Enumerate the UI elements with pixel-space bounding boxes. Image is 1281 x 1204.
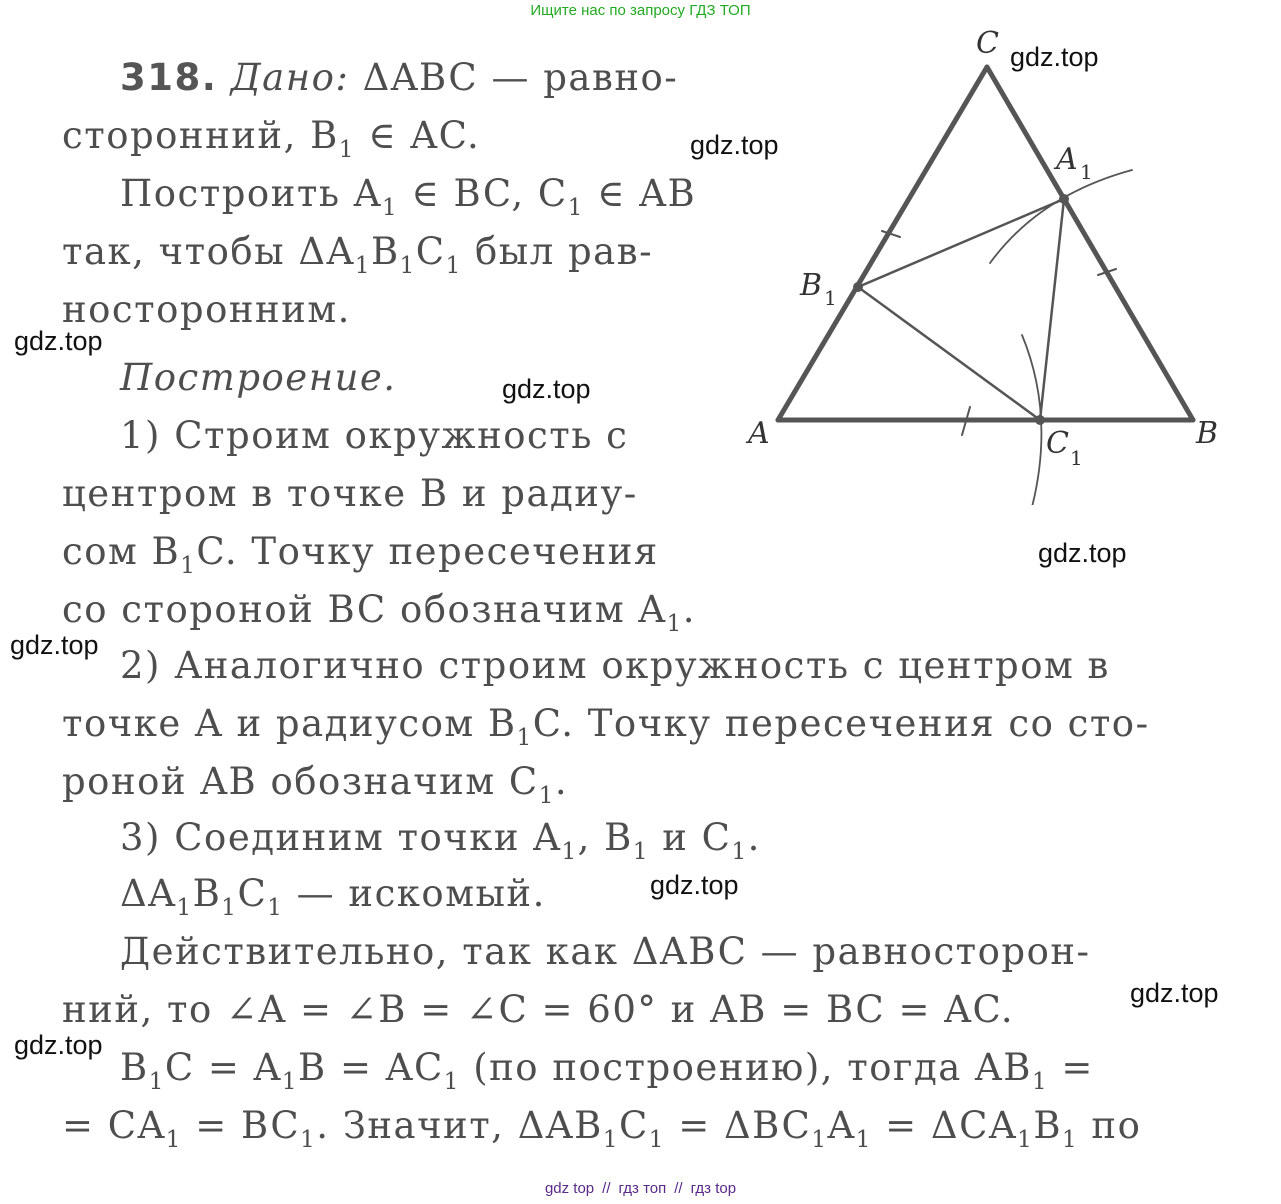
text-fragment: = BC: [181, 1104, 301, 1147]
text-fragment: , B: [577, 816, 633, 859]
footer-separator: //: [602, 1180, 611, 1197]
label-b: B: [1196, 416, 1219, 451]
label-c1: C: [1046, 426, 1069, 461]
text-fragment: A: [827, 1104, 856, 1147]
text-fragment: 1) Строим окружность с: [120, 414, 629, 457]
subscript: 1: [731, 839, 748, 865]
text-fragment: = ΔCA: [871, 1104, 1018, 1147]
segment-a1c1: [1040, 199, 1064, 420]
text-fragment: B = AC: [298, 1046, 444, 1089]
text-fragment: . Значит, ΔAB: [316, 1104, 603, 1147]
label-a1: A: [1056, 142, 1078, 177]
text-line: [62, 1104, 1142, 1153]
text-fragment: ΔABC — равно-: [362, 56, 679, 99]
footer-separator: //: [674, 1180, 683, 1197]
segment-a1b1: [858, 199, 1064, 287]
subscript: 1: [1062, 1127, 1079, 1153]
watermark: gdz.top: [1130, 978, 1219, 1008]
text-fragment: .: [682, 588, 697, 631]
footer-link[interactable]: gdz top: [544, 1180, 595, 1197]
text-line: [120, 644, 1110, 687]
text-fragment: .: [554, 760, 569, 803]
subscript: 1: [855, 1127, 872, 1153]
text-fragment: Построить A: [120, 172, 382, 215]
watermark: gdz.top: [14, 326, 103, 356]
text-fragment: = CA: [62, 1104, 166, 1147]
text-fragment: по: [1078, 1104, 1142, 1147]
problem-number: 318.: [120, 56, 218, 99]
subscript: 1: [648, 1127, 665, 1153]
text-fragment: B: [120, 1046, 149, 1089]
watermark: gdz.top: [10, 630, 99, 660]
subscript: 1: [176, 895, 193, 921]
text-line: [62, 230, 654, 279]
text-line: [62, 588, 697, 637]
text-fragment: был рав-: [461, 230, 654, 273]
subscript: 1: [1031, 1069, 1049, 1095]
subscript: 1: [381, 195, 399, 221]
subscript: 1: [538, 783, 555, 809]
text-line: [120, 356, 397, 399]
subscript: 1: [443, 1069, 460, 1095]
text-fragment: =: [1048, 1046, 1094, 1089]
text-fragment: точке A и радиусом B: [62, 702, 517, 745]
text-fragment: сторонний, B: [62, 114, 339, 157]
subscript: 1: [602, 1127, 619, 1153]
watermark: gdz.top: [14, 1030, 103, 1060]
side-ac: [778, 67, 987, 420]
watermark: gdz.top: [502, 374, 591, 404]
text-line: [120, 872, 546, 921]
label-c: C: [976, 26, 999, 61]
text-fragment: ∈ AC.: [354, 114, 481, 157]
text-fragment: C. Точку пересечения со сто-: [532, 702, 1150, 745]
text-fragment: 2) Аналогично строим окружность с центром в: [120, 644, 1110, 687]
watermark: gdz.top: [1010, 42, 1099, 72]
subscript: 1: [811, 1127, 828, 1153]
footer-link[interactable]: гдз top: [690, 1180, 737, 1197]
subscript: 1: [516, 725, 533, 751]
text-fragment: B: [370, 230, 400, 273]
text-line: [62, 288, 351, 331]
watermark: gdz.top: [650, 870, 739, 900]
text-line: [62, 530, 659, 579]
text-line: [62, 702, 1150, 751]
subscript: 1: [354, 253, 371, 279]
text-line: [62, 114, 481, 163]
text-fragment: C. Точку пересечения: [196, 530, 659, 573]
label-a1-sub: 1: [1080, 160, 1093, 184]
point-c1: [1035, 415, 1045, 425]
text-fragment: сом B: [62, 530, 181, 573]
subscript: 1: [666, 611, 683, 637]
label-b1-sub: 1: [824, 286, 837, 310]
subscript: 1: [561, 839, 578, 865]
text-fragment: так, чтобы ΔA: [62, 230, 355, 273]
text-fragment: центром в точке B и радиу-: [62, 472, 638, 515]
text-fragment: B: [192, 872, 222, 915]
subscript: 1: [180, 553, 197, 579]
subscript: 1: [445, 253, 462, 279]
subscript: 1: [221, 895, 238, 921]
subscript: 1: [300, 1127, 317, 1153]
text-fragment: B: [1033, 1104, 1063, 1147]
subscript: 1: [1017, 1127, 1034, 1153]
point-a1: [1059, 194, 1069, 204]
watermark: gdz.top: [1038, 538, 1127, 568]
point-b1: [853, 282, 863, 292]
text-fragment: ∈ BC, C: [398, 172, 568, 215]
text-line: [120, 930, 1091, 973]
text-fragment: = ΔBC: [664, 1104, 812, 1147]
text-fragment: — искомый.: [283, 872, 546, 915]
subscript: 1: [165, 1127, 182, 1153]
text-fragment: ∈ AB: [583, 172, 697, 215]
watermark: gdz.top: [690, 130, 779, 160]
text-fragment: (по построению), тогда AB: [459, 1046, 1032, 1089]
text-line: [120, 414, 628, 457]
subscript: 1: [148, 1069, 165, 1095]
label-a: A: [748, 416, 770, 451]
text-line: [120, 816, 761, 865]
triangle-figure: [740, 25, 1240, 505]
subscript: 1: [281, 1069, 299, 1095]
subscript: 1: [338, 137, 355, 163]
text-line: [120, 56, 678, 99]
text-fragment: ΔA: [120, 872, 177, 915]
text-line: [62, 472, 638, 515]
label-b1: B: [800, 268, 823, 303]
text-fragment: роной AB обозначим C: [62, 760, 539, 803]
subscript: 1: [632, 839, 649, 865]
top-banner[interactable]: Ищите нас по запросу ГДЗ ТОП: [530, 2, 751, 19]
text-fragment: 3) Соединим точки A: [120, 816, 562, 859]
footer-link[interactable]: гдз топ: [618, 1180, 667, 1197]
text-fragment: со стороной BC обозначим A: [62, 588, 667, 631]
given-label: Дано:: [230, 56, 350, 99]
text-fragment: Действительно, так как ΔABC — равносторон-: [120, 930, 1091, 973]
side-bc: [987, 67, 1193, 420]
text-fragment: C: [415, 230, 446, 273]
text-fragment: C: [618, 1104, 649, 1147]
text-line: [62, 988, 1014, 1031]
subscript: 1: [399, 253, 416, 279]
subscript: 1: [267, 895, 284, 921]
label-c1-sub: 1: [1070, 446, 1083, 470]
text-fragment: ний, то ∠A = ∠B = ∠C = 60° и AB = BC = AC.: [62, 988, 1015, 1031]
text-line: [120, 1046, 1094, 1095]
text-line: [120, 172, 697, 221]
text-fragment: .: [747, 816, 761, 859]
section-heading: Построение.: [120, 356, 397, 399]
text-fragment: и C: [649, 816, 732, 859]
text-fragment: носторонним.: [62, 288, 351, 331]
text-fragment: C: [237, 872, 268, 915]
segment-b1c1: [858, 287, 1040, 420]
text-line: [62, 760, 569, 809]
subscript: 1: [567, 195, 584, 221]
text-fragment: C = A: [164, 1046, 282, 1089]
bottom-banner: [0, 1180, 1281, 1197]
